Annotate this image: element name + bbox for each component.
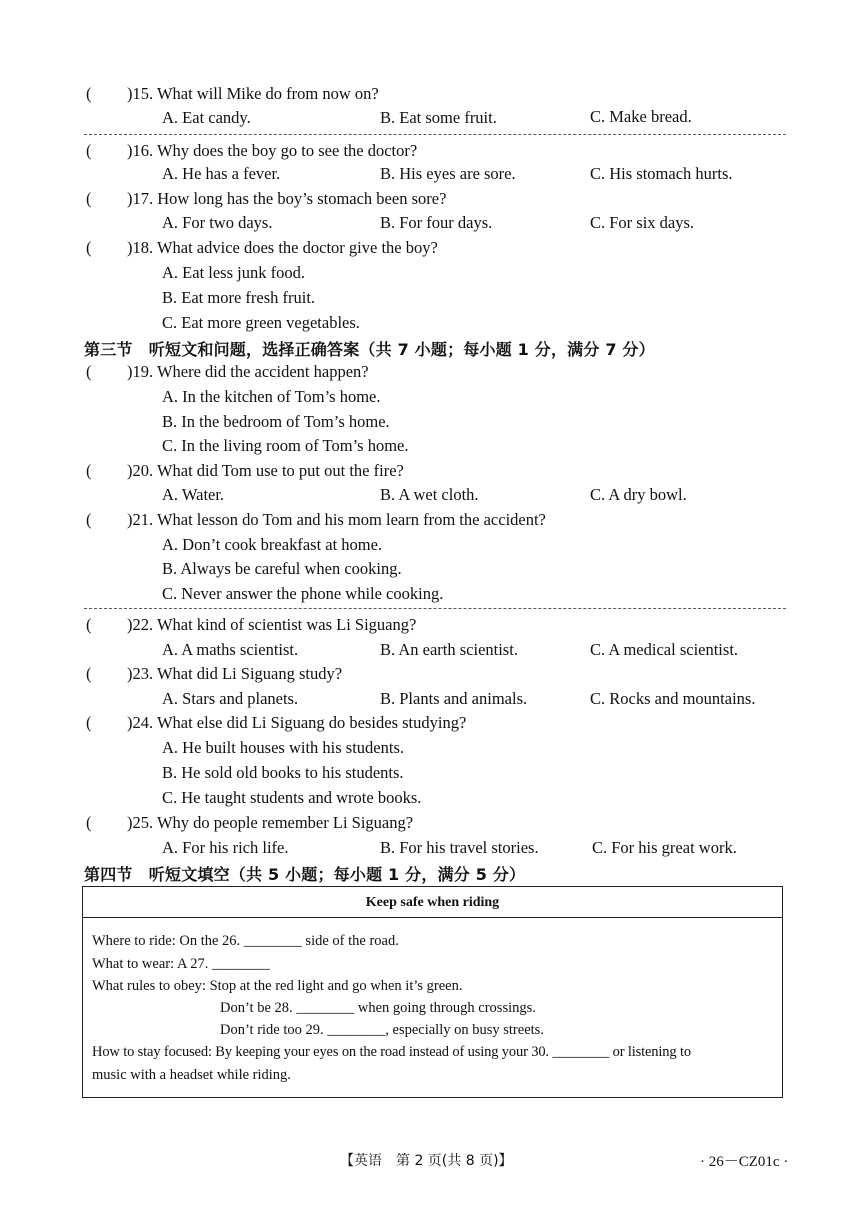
answer-paren: ( xyxy=(86,141,92,160)
question-19: )19. Where did the accident happen? xyxy=(127,362,369,381)
answer-paren: ( xyxy=(86,713,92,732)
q23-option-b: B. Plants and animals. xyxy=(380,689,528,708)
q16-option-c: C. His stomach hurts. xyxy=(590,164,733,183)
question-15: )15. What will Mike do from now on? xyxy=(127,84,379,103)
question-21: )21. What lesson do Tom and his mom learn from the accident? xyxy=(127,510,546,529)
q23-option-a: A. Stars and planets. xyxy=(162,689,299,708)
question-23: )23. What did Li Siguang study? xyxy=(127,664,343,683)
fill-in-box xyxy=(82,886,783,1098)
q20-option-b: B. A wet cloth. xyxy=(380,485,479,504)
answer-paren: ( xyxy=(86,238,92,257)
q15-option-b: B. Eat some fruit. xyxy=(380,108,497,127)
box-line-27: What to wear: A 27. ________ xyxy=(92,956,271,972)
q21-option-c: C. Never answer the phone while cooking. xyxy=(162,584,444,603)
q17-option-c: C. For six days. xyxy=(590,213,695,232)
question-22: )22. What kind of scientist was Li Siguang? xyxy=(127,615,417,634)
question-25: )25. Why do people remember Li Siguang? xyxy=(127,813,414,832)
q18-option-b: B. Eat more fresh fruit. xyxy=(162,288,316,307)
section-4-heading: 第四节 听短文填空（共 5 小题；每小题 1 分，满分 5 分） xyxy=(84,865,526,884)
box-line-26: Where to ride: On the 26. ________ side of the road. xyxy=(92,933,399,949)
q24-option-a: A. He built houses with his students. xyxy=(162,738,404,757)
q20-option-c: C. A dry bowl. xyxy=(590,485,687,504)
q21-option-b: B. Always be careful when cooking. xyxy=(162,559,402,578)
q19-option-b: B. In the bedroom of Tom’s home. xyxy=(162,412,390,431)
q19-option-a: A. In the kitchen of Tom’s home. xyxy=(162,387,381,406)
q22-option-c: C. A medical scientist. xyxy=(590,640,739,659)
page-footer: 【英语 第 2 页(共 8 页)】 xyxy=(340,1153,513,1169)
answer-paren: ( xyxy=(86,461,92,480)
q15-option-c: C. Make bread. xyxy=(590,107,692,126)
q17-option-b: B. For four days. xyxy=(380,213,493,232)
page-code: · 26－CZ01c · xyxy=(700,1154,789,1170)
answer-paren: ( xyxy=(86,84,92,103)
box-line-28: Don’t be 28. ________ when going through crossings. xyxy=(220,1000,536,1016)
dashed-divider xyxy=(84,608,786,609)
q25-option-c: C. For his great work. xyxy=(592,838,737,857)
q21-option-a: A. Don’t cook breakfast at home. xyxy=(162,535,383,554)
q24-option-b: B. He sold old books to his students. xyxy=(162,763,404,782)
answer-paren: ( xyxy=(86,362,92,381)
answer-paren: ( xyxy=(86,615,92,634)
question-18: )18. What advice does the doctor give the boy? xyxy=(127,238,438,257)
box-line-rules: What rules to obey: Stop at the red light and go when it’s green. xyxy=(92,978,463,994)
answer-paren: ( xyxy=(86,664,92,683)
q25-option-a: A. For his rich life. xyxy=(162,838,289,857)
question-20: )20. What did Tom use to put out the fire? xyxy=(127,461,404,480)
q20-option-a: A. Water. xyxy=(162,485,225,504)
section-3-heading: 第三节 听短文和问题，选择正确答案（共 7 小题；每小题 1 分，满分 7 分） xyxy=(84,340,655,359)
answer-paren: ( xyxy=(86,510,92,529)
q17-option-a: A. For two days. xyxy=(162,213,273,232)
q22-option-a: A. A maths scientist. xyxy=(162,640,299,659)
q18-option-a: A. Eat less junk food. xyxy=(162,263,305,282)
q15-option-a: A. Eat candy. xyxy=(162,108,251,127)
q24-option-c: C. He taught students and wrote books. xyxy=(162,788,422,807)
q23-option-c: C. Rocks and mountains. xyxy=(590,689,756,708)
dashed-divider xyxy=(84,134,786,135)
q16-option-a: A. He has a fever. xyxy=(162,164,281,183)
q19-option-c: C. In the living room of Tom’s home. xyxy=(162,436,409,455)
box-line-29: Don’t ride too 29. ________, especially on busy streets. xyxy=(220,1022,544,1038)
question-16: )16. Why does the boy go to see the doctor? xyxy=(127,141,418,160)
q16-option-b: B. His eyes are sore. xyxy=(380,164,516,183)
box-line-music: music with a headset while riding. xyxy=(92,1067,291,1083)
box-line-30: How to stay focused: By keeping your eyes on the road instead of using your 30. ________ or listening to xyxy=(92,1044,691,1060)
question-17: )17. How long has the boy’s stomach been sore? xyxy=(127,189,447,208)
q25-option-b: B. For his travel stories. xyxy=(380,838,539,857)
q18-option-c: C. Eat more green vegetables. xyxy=(162,313,360,332)
question-24: )24. What else did Li Siguang do besides studying? xyxy=(127,713,467,732)
box-title: Keep safe when riding xyxy=(83,887,782,918)
answer-paren: ( xyxy=(86,813,92,832)
q22-option-b: B. An earth scientist. xyxy=(380,640,518,659)
answer-paren: ( xyxy=(86,189,92,208)
